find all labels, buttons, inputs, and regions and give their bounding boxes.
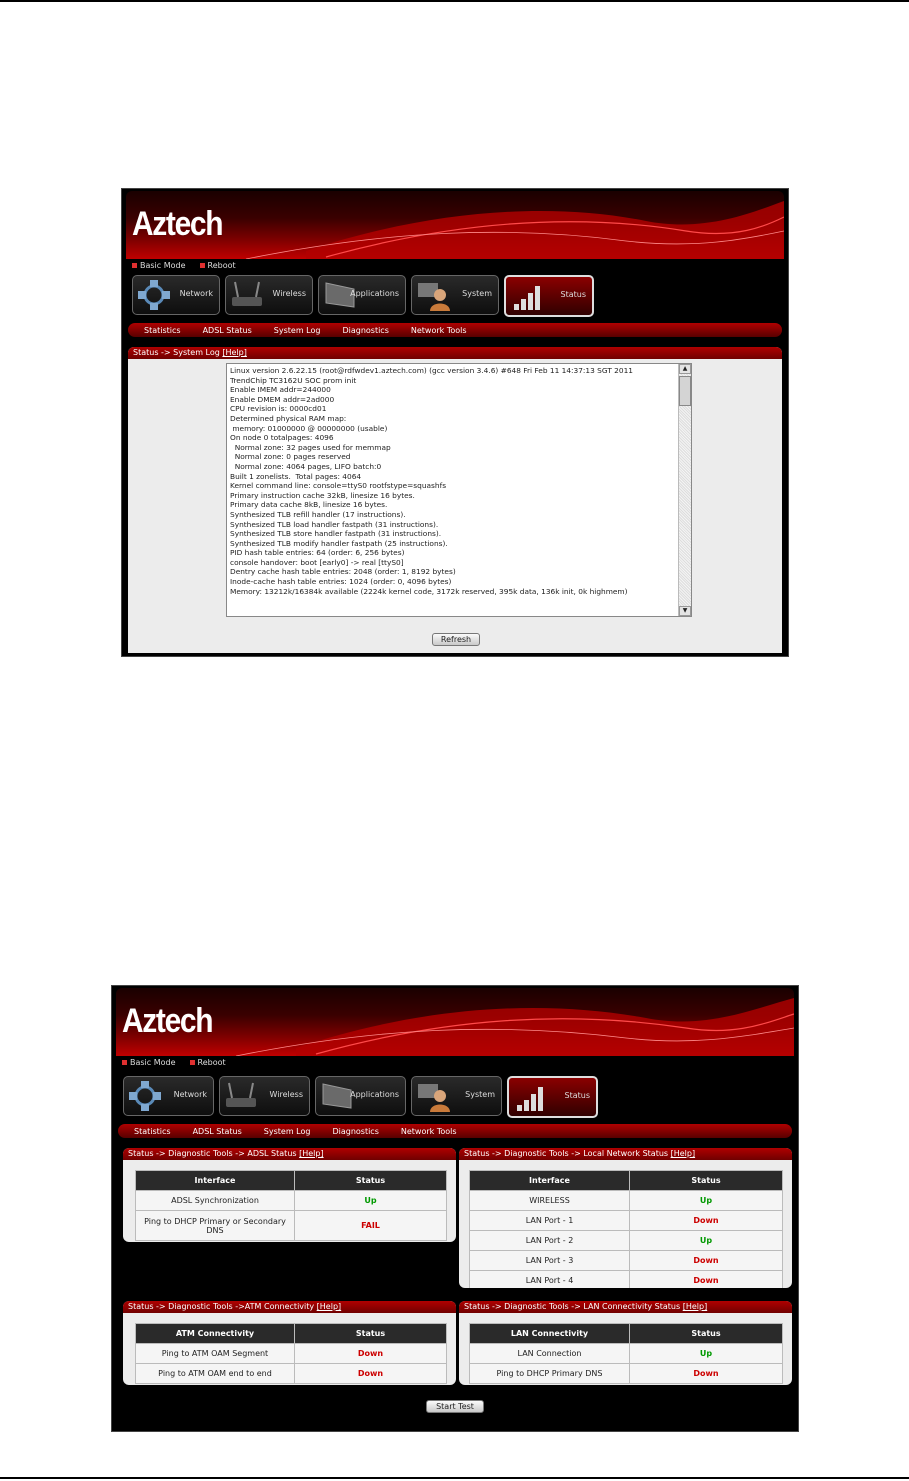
nav-network[interactable]: Network	[123, 1076, 214, 1116]
subnav-network-tools[interactable]: Network Tools	[410, 325, 467, 335]
table-row: Ping to DHCP Primary or Secondary DNS FAIL	[136, 1211, 447, 1241]
subnav-system-log[interactable]: System Log	[263, 1126, 311, 1136]
network-icon	[128, 1080, 162, 1112]
reboot-link[interactable]: Reboot	[190, 1058, 226, 1067]
log-scrollbar[interactable]	[678, 364, 691, 616]
panel-title: Status -> System Log	[133, 348, 220, 357]
header-banner	[116, 988, 794, 1056]
help-link[interactable]: [Help]	[222, 348, 247, 357]
nav-network[interactable]: Network	[132, 275, 220, 315]
status-badge: Up	[630, 1231, 783, 1251]
subnav-diagnostics[interactable]: Diagnostics	[342, 325, 389, 335]
table-row: LAN Port - 2 Up	[470, 1231, 783, 1251]
applications-icon	[320, 1080, 354, 1112]
router-icon	[224, 1080, 258, 1112]
status-badge: Up	[295, 1191, 447, 1211]
local-network-table: Interface Status WIRELESS Up LAN Port - 1 Down LAN Port - 2 Up LAN Port - 3 Down LAN Port - 4 Down	[469, 1170, 783, 1288]
nav-status[interactable]: Status	[507, 1076, 598, 1118]
page-bottom-rule	[0, 1477, 909, 1479]
nav-system[interactable]: System	[411, 275, 499, 315]
reboot-link[interactable]: Reboot	[200, 261, 236, 270]
nav-applications[interactable]: Applications	[315, 1076, 406, 1116]
aztech-logo: Aztech	[122, 1002, 213, 1040]
nav-system[interactable]: System	[411, 1076, 502, 1116]
network-icon	[137, 279, 171, 311]
system-log-textarea[interactable]	[226, 363, 692, 617]
page-top-rule	[0, 0, 909, 2]
table-row: Ping to ATM OAM Segment Down	[136, 1344, 447, 1364]
status-badge: Down	[295, 1344, 447, 1364]
refresh-button[interactable]: Refresh	[432, 633, 480, 646]
help-link[interactable]: [Help]	[682, 1302, 708, 1311]
sub-navigation	[118, 1124, 792, 1138]
adsl-status-panel: Status -> Diagnostic Tools -> ADSL Status [Help] Interface Status ADSL Synchronization Up Ping to DHCP Primary or Secondary DNS FAIL	[123, 1148, 456, 1242]
help-link[interactable]: [Help]	[299, 1149, 324, 1158]
nav-applications[interactable]: Applications	[318, 275, 406, 315]
scroll-thumb[interactable]	[679, 376, 691, 406]
atm-connectivity-table: ATM Connectivity Status Ping to ATM OAM Segment Down Ping to ATM OAM end to end Down	[135, 1323, 447, 1384]
system-log-screenshot	[121, 188, 789, 657]
table-row: LAN Port - 4 Down	[470, 1271, 783, 1289]
bullet-icon	[132, 263, 137, 268]
lan-connectivity-panel: Status -> Diagnostic Tools -> LAN Connectivity Status [Help] LAN Connectivity Status LAN Connection Up Ping to DHCP Primary DNS Down	[459, 1301, 792, 1385]
subnav-statistics[interactable]: Statistics	[134, 1126, 171, 1136]
header-banner	[126, 191, 784, 259]
status-badge: Down	[630, 1211, 783, 1231]
bullet-icon	[200, 263, 205, 268]
local-network-status-panel: Status -> Diagnostic Tools -> Local Network Status [Help] Interface Status WIRELESS Up LAN Port - 1 Down LAN Port - 2 Up LAN Port - 3 Down LAN Port - 4 Down	[459, 1148, 792, 1288]
table-row: LAN Port - 3 Down	[470, 1251, 783, 1271]
bullet-icon	[190, 1060, 195, 1065]
status-badge: Down	[295, 1364, 447, 1384]
subnav-adsl-status[interactable]: ADSL Status	[202, 325, 252, 335]
help-link[interactable]: [Help]	[316, 1302, 342, 1311]
adsl-status-table: Interface Status ADSL Synchronization Up Ping to DHCP Primary or Secondary DNS FAIL	[135, 1170, 447, 1241]
system-user-icon	[416, 279, 450, 311]
subnav-statistics[interactable]: Statistics	[144, 325, 181, 335]
router-icon	[230, 279, 264, 311]
subnav-system-log[interactable]: System Log	[273, 325, 321, 335]
sub-navigation	[128, 323, 782, 337]
status-badge: Down	[630, 1364, 783, 1384]
table-row: ADSL Synchronization Up	[136, 1191, 447, 1211]
nav-wireless[interactable]: Wireless	[225, 275, 313, 315]
table-row: LAN Connection Up	[470, 1344, 783, 1364]
table-row: Ping to ATM OAM end to end Down	[136, 1364, 447, 1384]
table-row: Ping to DHCP Primary DNS Down	[470, 1364, 783, 1384]
status-badge: Down	[630, 1251, 783, 1271]
status-badge: Down	[630, 1271, 783, 1289]
table-row: LAN Port - 1 Down	[470, 1211, 783, 1231]
scroll-up-icon[interactable]: ▲	[679, 364, 691, 374]
bullet-icon	[122, 1060, 127, 1065]
diagnostics-screenshot	[111, 985, 799, 1432]
subnav-network-tools[interactable]: Network Tools	[400, 1126, 457, 1136]
aztech-logo: Aztech	[132, 205, 223, 243]
atm-connectivity-panel: Status -> Diagnostic Tools ->ATM Connectivity [Help] ATM Connectivity Status Ping to ATM OAM Segment Down Ping to ATM OAM end to end Down	[123, 1301, 456, 1385]
help-link[interactable]: [Help]	[670, 1149, 696, 1158]
lan-connectivity-table: LAN Connectivity Status LAN Connection Up Ping to DHCP Primary DNS Down	[469, 1323, 783, 1384]
status-badge: Up	[630, 1191, 783, 1211]
subnav-diagnostics[interactable]: Diagnostics	[332, 1126, 379, 1136]
table-row: WIRELESS Up	[470, 1191, 783, 1211]
status-bars-icon	[513, 1081, 547, 1113]
status-badge: Up	[630, 1344, 783, 1364]
nav-wireless[interactable]: Wireless	[219, 1076, 310, 1116]
status-bars-icon	[510, 280, 544, 312]
system-user-icon	[416, 1080, 450, 1112]
basic-mode-link[interactable]: Basic Mode	[122, 1058, 176, 1067]
scroll-down-icon[interactable]: ▼	[679, 606, 691, 616]
nav-status[interactable]: Status	[504, 275, 594, 317]
status-badge: FAIL	[295, 1211, 447, 1241]
start-test-button[interactable]: Start Test	[426, 1400, 484, 1413]
log-text: Linux version 2.6.22.15 (root@rdfwdev1.aztech.com) (gcc version 3.4.6) #648 Fri Feb 11 14:37:13 SGT 2011 TrendChip TC3162U SOC prom init Enable IMEM addr=244000 Enable DMEM addr=2ad000 CPU revision is: 0000cd01 Determined physical RAM map: memory: 01000000 @ 00000000 (usable) On node 0 totalpages: 4096 Normal zone: 32 pages used for memmap Normal zone: 0 pages reserved Normal zone: 4064 pages, LIFO batch:0 Built 1 zonelists. Total pages: 4064 Kernel command line: console=ttyS0 rootfstype=squashfs Primary instruction cache 32kB, linesize 16 bytes. Primary data cache 8kB, linesize 16 bytes. Synthesized TLB refill handler (17 instructions). Synthesized TLB load handler fastpath (31 instructions). Synthesized TLB store handler fastpath (31 instructions). Synthesized TLB modify handler fastpath (25 instructions). PID hash table entries: 64 (order: 6, 256 bytes) console handover: boot [early0] -> real [ttyS0] Dentry cache hash table entries: 2048 (order: 1, 8192 bytes) Inode-cache hash table entries: 1024 (order: 0, 4096 bytes) Memory: 13212k/16384k available (2224k kernel code, 3172k reserved, 395k data, 136k init, 0k highmem)	[230, 366, 633, 596]
basic-mode-link[interactable]: Basic Mode	[132, 261, 186, 270]
subnav-adsl-status[interactable]: ADSL Status	[192, 1126, 242, 1136]
